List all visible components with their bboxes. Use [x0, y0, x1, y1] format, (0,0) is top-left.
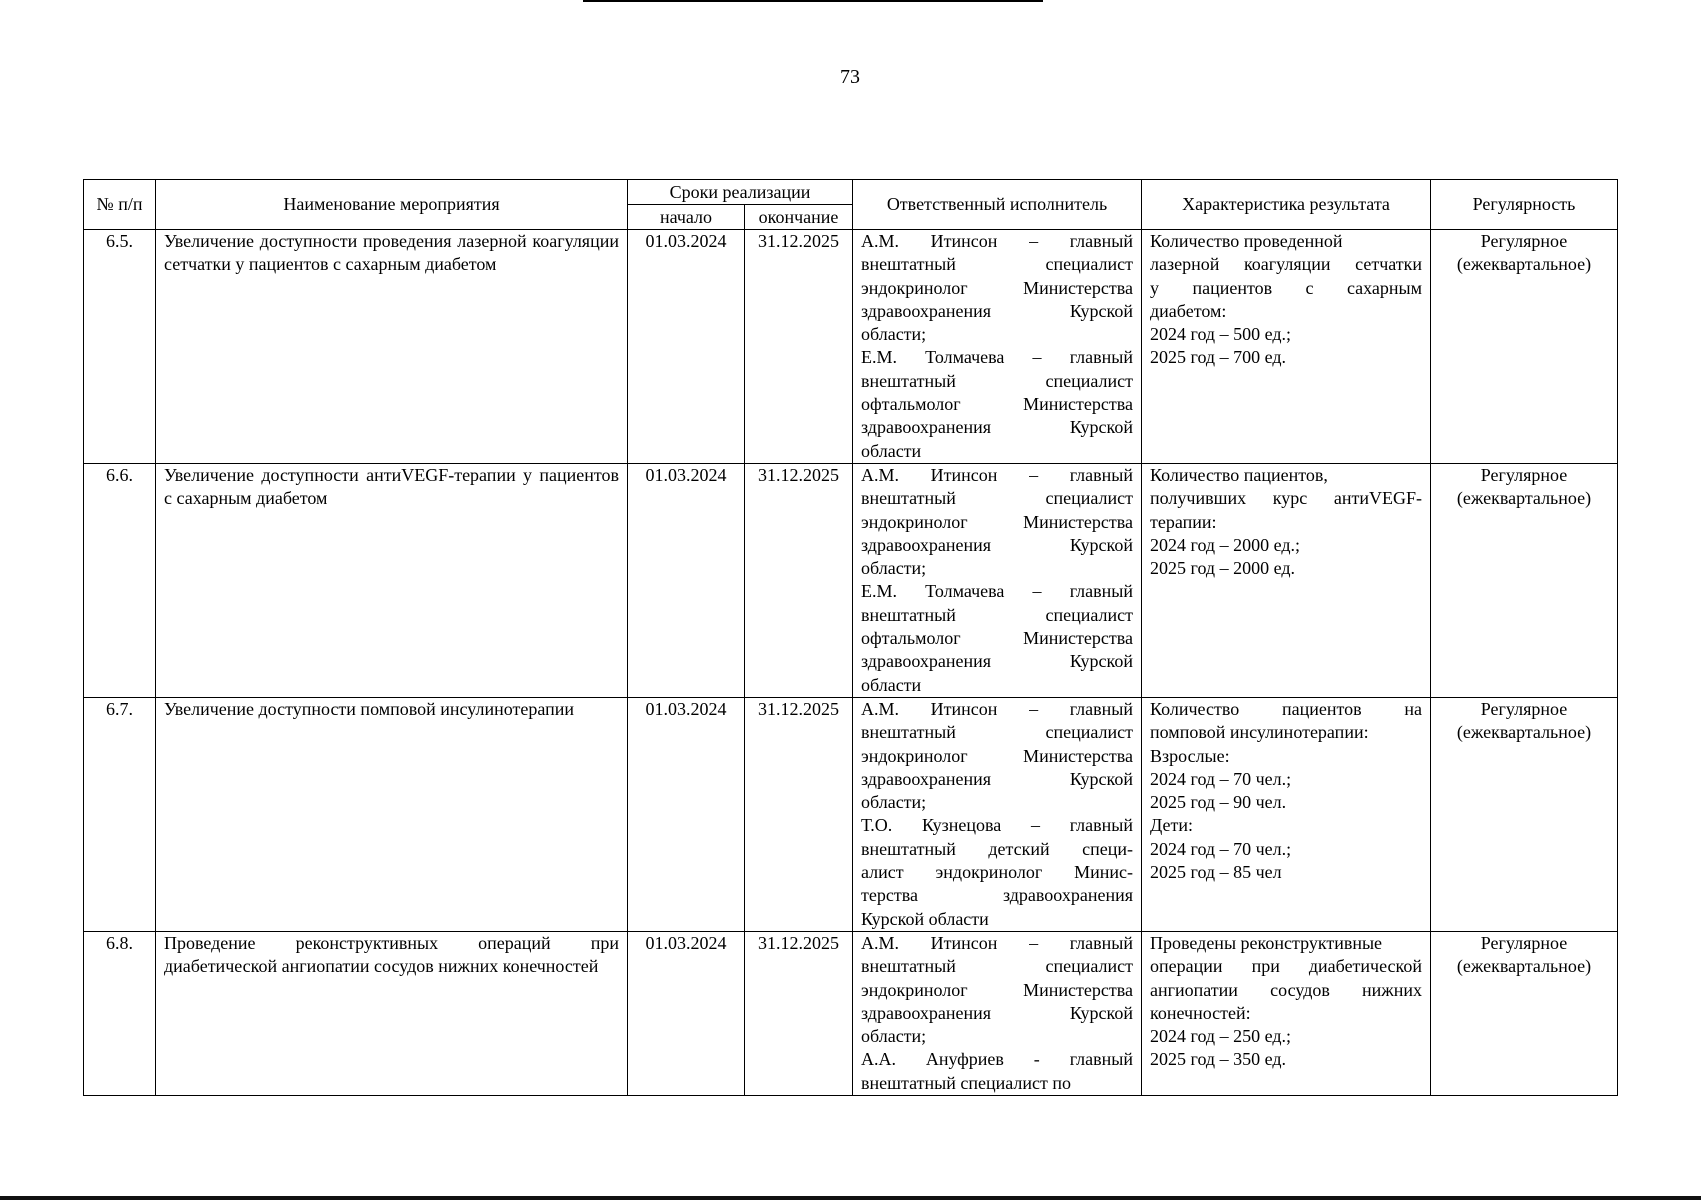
end-date: 31.12.2025	[745, 697, 853, 931]
activity-name: Увеличение доступности проведения лазерной коагуляции сетчатки у пациентов с сахарным диабетом	[156, 230, 628, 464]
table-body	[84, 230, 1618, 1096]
result-line: 2025 год – 350 ед.	[1150, 1049, 1286, 1070]
executor-line: внештатный специалист	[861, 254, 1134, 275]
executor-line: области;	[861, 1026, 927, 1047]
result-line: лазерной коагуляции сетчатки	[1150, 254, 1423, 275]
responsible-executor	[853, 697, 1142, 931]
activities-table	[83, 179, 1618, 1096]
executor-line: алист эндокринолог Минис-	[861, 862, 1134, 883]
executor-line: здравоохранения Курской	[861, 651, 1134, 672]
header-result: Характеристика результата	[1142, 180, 1431, 230]
header-regularity: Регулярность	[1431, 180, 1618, 230]
page-number: 73	[840, 66, 860, 88]
header-start: начало	[628, 205, 745, 230]
header-executor: Ответственный исполнитель	[853, 180, 1142, 230]
executor-line: офтальмолог Министерства	[861, 628, 1134, 649]
activity-name: Увеличение доступности антиVEGF-терапии у пациентов с сахарным диабетом	[156, 463, 628, 697]
regularity-line: (ежеквартальное)	[1456, 487, 1592, 508]
row-number: 6.8.	[84, 931, 156, 1095]
result-line: 2024 год – 70 чел.;	[1150, 768, 1292, 789]
executor-line: Т.О. Кузнецова – главный	[861, 815, 1134, 836]
executor-line: здравоохранения Курской	[861, 768, 1134, 789]
row-number: 6.5.	[84, 230, 156, 464]
table-row	[84, 463, 1618, 697]
executor-line: внештатный специалист	[861, 604, 1134, 625]
result-line: 2025 год – 85 чел	[1150, 862, 1282, 883]
executor-line: внештатный специалист	[861, 488, 1134, 509]
executor-line: области	[861, 440, 922, 461]
result-line: Взрослые:	[1150, 745, 1230, 766]
header-end: окончание	[745, 205, 853, 230]
result-line: 2025 год – 90 чел.	[1150, 792, 1287, 813]
result-line: 2025 год – 700 ед.	[1150, 347, 1286, 368]
executor-line: эндокринолог Министерства	[861, 511, 1134, 532]
executor-line: здравоохранения Курской	[861, 534, 1134, 555]
result-line: помповой инсулинотерапии:	[1150, 722, 1369, 743]
regularity-line: (ежеквартальное)	[1456, 721, 1592, 742]
result-line: получивших курс антиVEGF-	[1150, 488, 1423, 509]
result-characteristic	[1142, 931, 1431, 1095]
executor-line: здравоохранения Курской	[861, 1002, 1134, 1023]
executor-line: здравоохранения Курской	[861, 417, 1134, 438]
table-row	[84, 697, 1618, 931]
executor-line: области;	[861, 324, 927, 345]
regularity-line: Регулярное	[1480, 231, 1568, 251]
regularity-line: (ежеквартальное)	[1456, 254, 1592, 274]
result-line: Количество проведенной	[1150, 231, 1343, 251]
result-line: операции при диабетической	[1150, 956, 1423, 977]
executor-line: Курской области	[861, 908, 989, 929]
activity-name: Увеличение доступности помповой инсулинотерапии	[156, 697, 628, 931]
activity-name: Проведение реконструктивных операций при диабетической ангиопатии сосудов нижних конечностей	[156, 931, 628, 1095]
end-date: 31.12.2025	[745, 230, 853, 464]
executor-line: Е.М. Толмачева – главный	[861, 347, 1134, 368]
executor-line: офтальмолог Министерства	[861, 394, 1134, 415]
executor-line: внештатный специалист	[861, 722, 1134, 743]
regularity	[1431, 697, 1618, 931]
executor-line: внештатный специалист по	[861, 1072, 1071, 1093]
result-line: 2025 год – 2000 ед.	[1150, 558, 1295, 579]
result-characteristic	[1142, 230, 1431, 464]
header-number: № п/п	[84, 180, 156, 230]
table-row	[84, 931, 1618, 1095]
result-characteristic	[1142, 463, 1431, 697]
result-line: терапии:	[1150, 511, 1217, 532]
regularity	[1431, 230, 1618, 464]
regularity-line: Регулярное	[1480, 932, 1568, 953]
executor-line: внештатный специалист	[861, 370, 1134, 391]
result-line: 2024 год – 2000 ед.;	[1150, 534, 1301, 555]
end-date: 31.12.2025	[745, 463, 853, 697]
result-line: 2024 год – 250 ед.;	[1150, 1026, 1292, 1047]
executor-line: А.М. Итинсон – главный	[861, 932, 1134, 953]
table-row	[84, 230, 1618, 464]
result-line: Проведены реконструктивные	[1150, 932, 1383, 953]
row-number: 6.7.	[84, 697, 156, 931]
result-line: Количество пациентов,	[1150, 464, 1328, 485]
regularity-line: (ежеквартальное)	[1456, 955, 1592, 976]
responsible-executor	[853, 931, 1142, 1095]
regularity	[1431, 931, 1618, 1095]
executor-line: области	[861, 674, 922, 695]
responsible-executor	[853, 463, 1142, 697]
result-characteristic	[1142, 697, 1431, 931]
result-line: 2024 год – 70 чел.;	[1150, 838, 1292, 859]
start-date: 01.03.2024	[628, 230, 745, 464]
executor-line: внештатный специалист	[861, 956, 1134, 977]
start-date: 01.03.2024	[628, 931, 745, 1095]
header-row-1	[84, 180, 1618, 205]
executor-line: А.М. Итинсон – главный	[861, 698, 1134, 719]
header-name: Наименование мероприятия	[156, 180, 628, 230]
executor-line: здравоохранения Курской	[861, 300, 1134, 321]
executor-line: А.А. Ануфриев - главный	[861, 1049, 1134, 1070]
start-date: 01.03.2024	[628, 463, 745, 697]
executor-line: А.М. Итинсон – главный	[861, 231, 1134, 251]
result-line: диабетом:	[1150, 300, 1227, 321]
end-date: 31.12.2025	[745, 931, 853, 1095]
responsible-executor	[853, 230, 1142, 464]
regularity-line: Регулярное	[1480, 698, 1568, 719]
result-line: конечностей:	[1150, 1002, 1251, 1023]
executor-line: области;	[861, 792, 927, 813]
executor-line: Е.М. Толмачева – главный	[861, 581, 1134, 602]
row-number: 6.6.	[84, 463, 156, 697]
result-line: ангиопатии сосудов нижних	[1150, 979, 1423, 1000]
result-line: 2024 год – 500 ед.;	[1150, 324, 1292, 345]
executor-line: эндокринолог Министерства	[861, 745, 1134, 766]
regularity-line: Регулярное	[1480, 464, 1568, 485]
executor-line: эндокринолог Министерства	[861, 979, 1134, 1000]
executor-line: эндокринолог Министерства	[861, 277, 1134, 298]
regularity	[1431, 463, 1618, 697]
executor-line: внештатный детский специ-	[861, 838, 1134, 859]
header-period: Сроки реализации	[628, 180, 853, 205]
executor-line: А.М. Итинсон – главный	[861, 464, 1134, 485]
result-line: Дети:	[1150, 815, 1194, 836]
result-line: у пациентов с сахарным	[1150, 277, 1423, 298]
bottom-edge-band	[0, 1196, 1701, 1200]
executor-line: области;	[861, 558, 927, 579]
start-date: 01.03.2024	[628, 697, 745, 931]
executor-line: терства здравоохранения	[861, 885, 1134, 906]
top-edge-rule	[583, 0, 1043, 2]
result-line: Количество пациентов на	[1150, 698, 1423, 719]
